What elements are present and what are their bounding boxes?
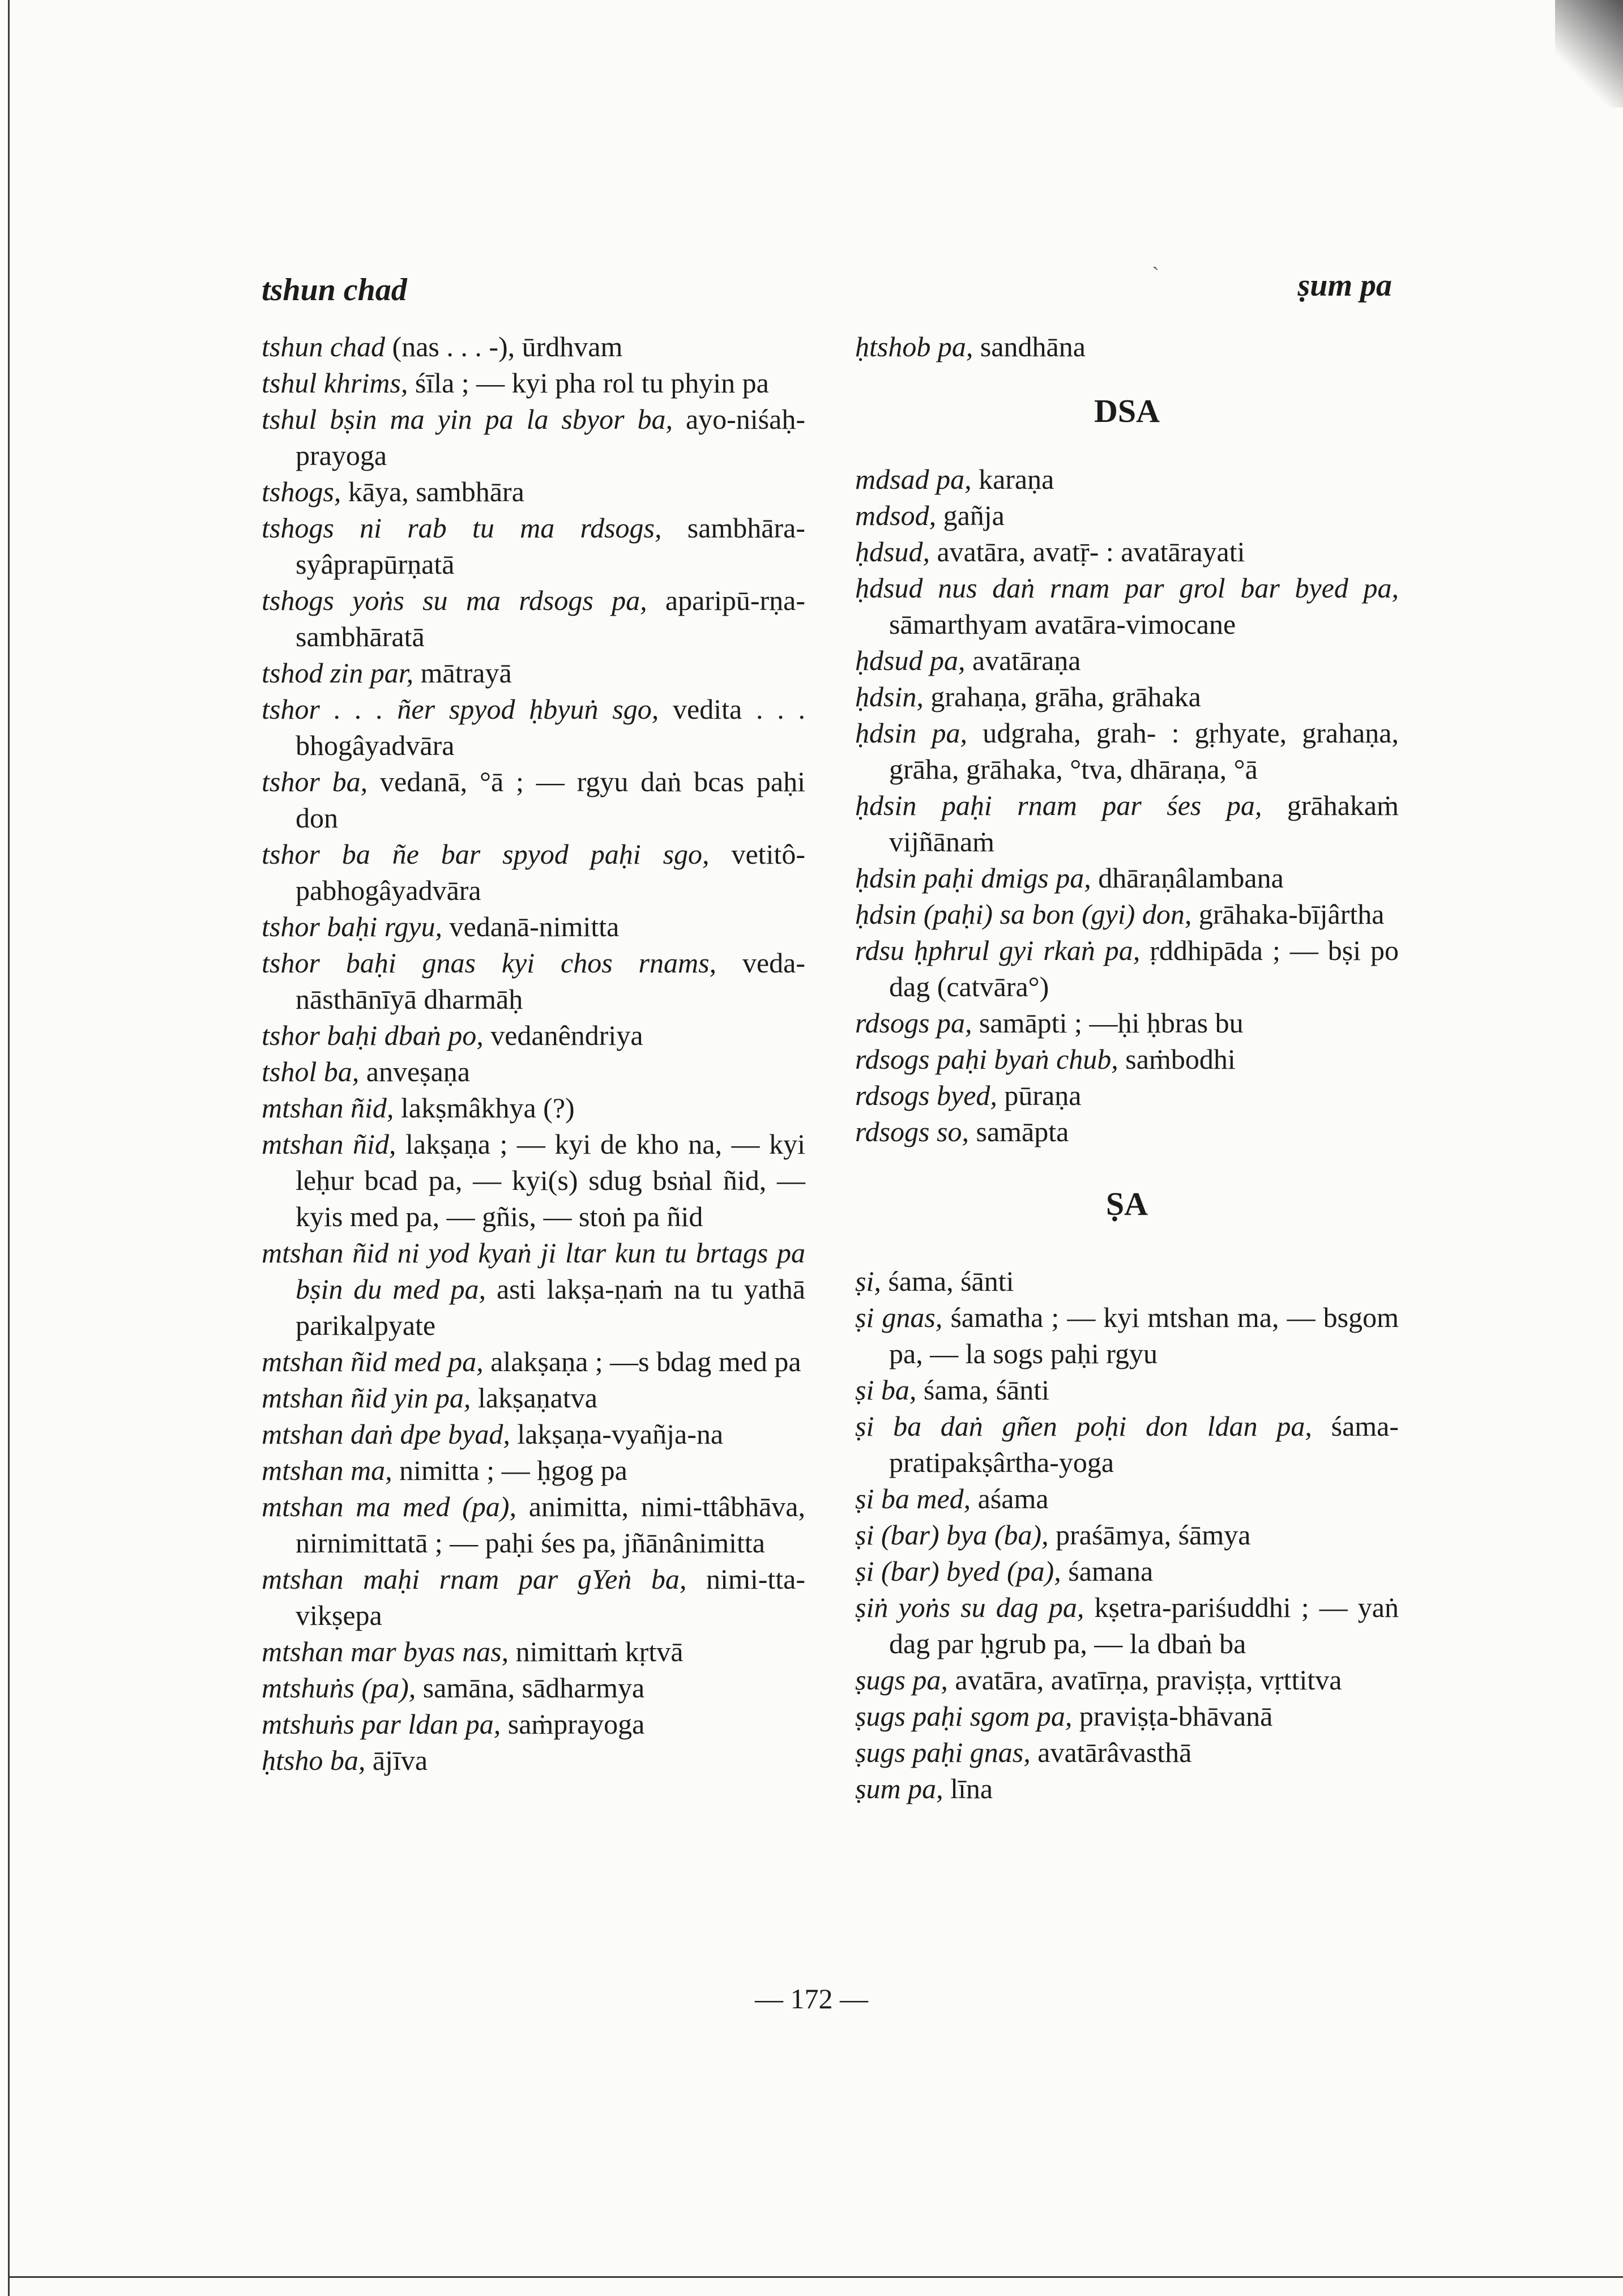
section-heading-sa: ṢA [1105,1185,1148,1222]
sanskrit-equivalent: lakṣaṇatva [471,1382,597,1414]
tibetan-term: mtshan ñid ni yod kyaṅ ji ltar kun tu brtags pa bṣin du med pa, [262,1237,805,1305]
dictionary-entry [855,1372,1399,1408]
tibetan-term: mtshuṅs par ldan pa, [262,1708,501,1740]
tibetan-term: ṣi (bar) byed (pa), [855,1555,1061,1587]
sanskrit-equivalent: grahaṇa, grāha, grāhaka [923,681,1201,712]
dictionary-entry [262,655,805,691]
dictionary-entry [262,1561,805,1633]
dictionary-entry [262,1343,805,1380]
sanskrit-equivalent: praviṣṭa-bhāvanā [1072,1700,1273,1732]
dictionary-entry [855,1517,1399,1553]
sanskrit-equivalent: samāna, sādharmya [416,1672,645,1704]
tibetan-term: tshogs ni rab tu ma rdsogs, [262,512,662,544]
sanskrit-equivalent: grāhakaṁ vijñānaṁ [889,789,1399,857]
sanskrit-equivalent: animitta, nimi-ttâbhāva, nirnimittatā ; — paḥi śes pa, jñānânimitta [296,1491,806,1559]
sanskrit-equivalent: mātrayā [413,657,512,689]
tibetan-term: tshun chad [262,331,386,362]
tibetan-term: ṣi ba daṅ gñen poḥi don ldan pa, [855,1410,1312,1442]
sanskrit-equivalent: vedita . . . bhogâyadvāra [296,693,806,761]
sanskrit-equivalent: śamatha ; — kyi mtshan ma, — bsgom pa, — la sogs paḥi rgyu [889,1301,1399,1369]
sanskrit-equivalent: karaṇa [971,463,1054,495]
tibetan-term: ḥtsho ba, [262,1744,366,1776]
dictionary-entry [855,932,1399,1005]
dictionary-entry [262,1670,805,1706]
dictionary-entry [262,1742,805,1778]
tibetan-term: tshogs, [262,476,341,507]
dictionary-entry [262,763,805,836]
sanskrit-equivalent: gañja [936,500,1005,531]
tibetan-term: ḥtshob pa, [855,331,973,362]
dictionary-entry [855,1553,1399,1589]
sanskrit-equivalent: kṣetra-pariśuddhi ; — yaṅ dag par ḥgrub pa, — la dbaṅ ba [889,1591,1399,1659]
tibetan-term: mtshan ñid, [262,1128,396,1160]
sanskrit-equivalent: sambhāra-syâprapūrṇatā [296,512,805,580]
dictionary-entry [262,1488,805,1561]
dictionary-entry [855,1408,1399,1480]
dictionary-entry [262,365,805,401]
dictionary-entry [262,401,805,473]
right-top-entries [855,328,1399,365]
page-number: — 172 — [755,1983,868,2015]
sanskrit-equivalent: udgraha, grah- : gṛhyate, grahaṇa, grāha, grāhaka, °tva, dhāraṇa, °ā [889,717,1399,785]
tibetan-term: ḥdsud pa, [855,645,966,676]
sanskrit-equivalent: nimitta ; — ḥgog pa [392,1454,627,1486]
page-edge-left [8,0,10,2296]
dictionary-entry [855,534,1399,570]
tibetan-term: mtshan daṅ dpe byad, [262,1418,510,1450]
tibetan-term: tshor ba ñe bar spyod paḥi sgo, [262,838,710,870]
tibetan-term: ṣugs paḥi sgom pa, [855,1700,1073,1732]
tibetan-term: tshogs yoṅs su ma rdsogs pa, [262,584,647,616]
tibetan-term: tshor ba, [262,766,368,797]
tibetan-term: mtshan ma, [262,1454,392,1486]
sanskrit-equivalent: vedanā, °ā ; — rgyu daṅ bcas paḥi don [296,766,805,834]
sanskrit-equivalent: aśama [971,1483,1049,1514]
dictionary-entry [855,497,1399,534]
dictionary-entry [855,1077,1399,1113]
sanskrit-equivalent: veda-nāsthānīyā dharmāḥ [296,947,805,1015]
tibetan-term: tshor baḥi dbaṅ po, [262,1019,484,1051]
dsa-entries [855,461,1399,1150]
sanskrit-equivalent: (nas . . . -), ūrdhvam [385,331,623,362]
sanskrit-equivalent: pūraṇa [997,1079,1082,1111]
sanskrit-equivalent: avatārâvasthā [1030,1736,1192,1768]
sanskrit-equivalent: ayo-niśaḥ-prayoga [296,403,805,471]
sanskrit-equivalent: nimittaṁ kṛtvā [509,1636,684,1667]
tibetan-term: rdsu ḥphrul gyi rkaṅ pa, [855,934,1141,966]
dictionary-entry [855,715,1399,787]
sanskrit-equivalent: vedanêndriya [483,1019,643,1051]
tibetan-term: ṣi ba, [855,1374,917,1406]
sanskrit-equivalent: dhāraṇâlambana [1091,862,1284,894]
tibetan-term: tshul khrims, [262,367,408,399]
sanskrit-equivalent: śīla ; — kyi pha rol tu phyin pa [408,367,769,399]
dictionary-entry [262,1633,805,1670]
dictionary-entry [262,1053,805,1090]
dictionary-entry [855,1005,1399,1041]
dictionary-entry [262,1090,805,1126]
tibetan-term: ḥdsin paḥi dmigs pa, [855,862,1091,894]
sanskrit-equivalent: ṛddhipāda ; — bṣi po dag (catvāra°) [889,934,1399,1002]
sanskrit-equivalent: sāmarthyam avatāra-vimocane [889,608,1236,640]
sanskrit-equivalent: alakṣaṇa ; —s bdag med pa [483,1346,801,1377]
sanskrit-equivalent: lakṣaṇa ; — kyi de kho na, — kyi leḥur bcad pa, — kyi(s) sdug bsṅal ñid, — kyis med pa, — gñis, — stoṅ pa ñid [296,1128,805,1232]
sanskrit-equivalent: kāya, sambhāra [341,476,524,507]
dictionary-entry [262,836,805,908]
sanskrit-equivalent: avatāra, avatīrṇa, praviṣṭa, vṛttitva [947,1664,1342,1696]
tibetan-term: tshod zin par, [262,657,414,689]
tibetan-term: ṣum pa, [855,1773,943,1804]
tibetan-term: ṣiṅ yoṅs su dag pa, [855,1591,1084,1623]
tibetan-term: rdsogs pa, [855,1007,972,1039]
sanskrit-equivalent: līna [943,1773,993,1804]
tibetan-term: rdsogs paḥi byaṅ chub, [855,1043,1118,1075]
tibetan-term: ḥdsud, [855,536,930,567]
sanskrit-equivalent: lakṣaṇa-vyañja-na [510,1418,724,1450]
sanskrit-equivalent: praśāmya, śāmya [1048,1519,1251,1551]
tibetan-term: ḥdsin paḥi rnam par śes pa, [855,789,1262,821]
tibetan-term: ḥdsin pa, [855,717,968,749]
tibetan-term: mtshan ñid yin pa, [262,1382,471,1414]
dictionary-entry [855,1041,1399,1077]
tibetan-term: ṣi (bar) bya (ba), [855,1519,1049,1551]
tibetan-term: tshor baḥi rgyu, [262,911,442,942]
dictionary-entry [855,1480,1399,1517]
section-heading-dsa: DSA [1094,392,1160,429]
dictionary-entry [855,896,1399,932]
tibetan-term: mtshan ñid, [262,1092,394,1124]
dictionary-entry [262,328,805,365]
tibetan-term: mdsod, [855,500,937,531]
tibetan-term: tshor baḥi gnas kyi chos rnams, [262,947,717,979]
tibetan-term: ṣi, [855,1265,881,1297]
sa-entries [855,1263,1399,1807]
sanskrit-equivalent: śama, śānti [881,1265,1014,1297]
tibetan-term: ḥdsin (paḥi) sa bon (gyi) don, [855,898,1192,930]
sanskrit-equivalent: vedanā-nimitta [442,911,620,942]
right-column [855,328,1399,1807]
sanskrit-equivalent: saṁbodhi [1118,1043,1236,1075]
dictionary-entry [855,328,1399,365]
dictionary-entry [855,1113,1399,1150]
sanskrit-equivalent: avatāraṇa [965,645,1081,676]
sanskrit-equivalent: ājīva [365,1744,428,1776]
tibetan-term: rdsogs so, [855,1116,969,1147]
header-mark: ` [1152,262,1160,288]
sanskrit-equivalent: aparipū-rṇa-sambhāratā [296,584,805,652]
tibetan-term: ḥdsin, [855,681,924,712]
sanskrit-equivalent: śama, śānti [916,1374,1050,1406]
dictionary-entry [262,473,805,510]
sanskrit-equivalent: śama-pratipakṣârtha-yoga [889,1410,1399,1478]
dictionary-entry [855,1662,1399,1698]
dictionary-entry [855,678,1399,715]
tibetan-term: mtshan maḥi rnam par gYeṅ ba, [262,1563,687,1595]
sanskrit-equivalent: lakṣmâkhya (?) [394,1092,575,1124]
tibetan-term: ṣi gnas, [855,1301,943,1333]
page-edge-bottom [8,2276,1623,2278]
dictionary-entry [262,510,805,582]
tibetan-term: ṣi ba med, [855,1483,971,1514]
dictionary-entry [262,691,805,763]
dictionary-entry [855,860,1399,896]
left-column [262,328,805,1778]
sanskrit-equivalent: vetitô-pabhogâyadvāra [296,838,805,906]
dictionary-entry [855,570,1399,642]
tibetan-term: ṣugs paḥi gnas, [855,1736,1031,1768]
running-head-left: tshun chad [262,272,407,308]
tibetan-term: tshor . . . ñer spyod ḥbyuṅ sgo, [262,693,659,725]
sanskrit-equivalent: nimi-tta-vikṣepa [296,1563,805,1631]
sanskrit-equivalent: samāpti ; —ḥi ḥbras bu [972,1007,1244,1039]
sanskrit-equivalent: grāhaka-bījârtha [1191,898,1385,930]
scan-corner-shadow [1555,0,1623,108]
dictionary-entry [262,1706,805,1742]
tibetan-term: mtshan ma med (pa), [262,1491,516,1522]
dictionary-entry [262,945,805,1017]
sanskrit-equivalent: śamana [1061,1555,1154,1587]
dictionary-entry [855,642,1399,678]
dictionary-entry [262,1416,805,1452]
dictionary-entry [262,908,805,945]
sanskrit-equivalent: avatāra, avatṝ- : avatārayati [929,536,1245,567]
tibetan-term: tshol ba, [262,1056,360,1087]
dictionary-entry [855,1734,1399,1770]
dictionary-entry [262,1017,805,1053]
sanskrit-equivalent: sandhāna [973,331,1086,362]
dictionary-entry [262,582,805,655]
running-head-right: ṣum pa [1297,268,1392,303]
dictionary-entry [855,787,1399,860]
sanskrit-equivalent: saṁprayoga [501,1708,645,1740]
sanskrit-equivalent: asti lakṣa-ṇaṁ na tu yathā parikalpyate [296,1273,805,1341]
dictionary-entry [262,1126,805,1235]
sanskrit-equivalent: anveṣaṇa [359,1056,470,1087]
tibetan-term: tshul bṣin ma yin pa la sbyor ba, [262,403,673,435]
dictionary-entry [262,1452,805,1488]
dictionary-entry [855,1770,1399,1807]
tibetan-term: mtshan mar byas nas, [262,1636,509,1667]
dictionary-entry [855,1698,1399,1734]
tibetan-term: ṣugs pa, [855,1664,948,1696]
dictionary-entry [855,1299,1399,1372]
tibetan-term: mtshan ñid med pa, [262,1346,484,1377]
tibetan-term: mdsad pa, [855,463,972,495]
dictionary-entry [855,1589,1399,1662]
dictionary-entry [262,1380,805,1416]
sanskrit-equivalent: samāpta [968,1116,1069,1147]
tibetan-term: ḥdsud nus daṅ rnam par grol bar byed pa, [855,572,1399,604]
dictionary-entry [262,1235,805,1343]
tibetan-term: rdsogs byed, [855,1079,997,1111]
tibetan-term: mtshuṅs (pa), [262,1672,416,1704]
dictionary-entry [855,461,1399,497]
dictionary-entry [855,1263,1399,1299]
